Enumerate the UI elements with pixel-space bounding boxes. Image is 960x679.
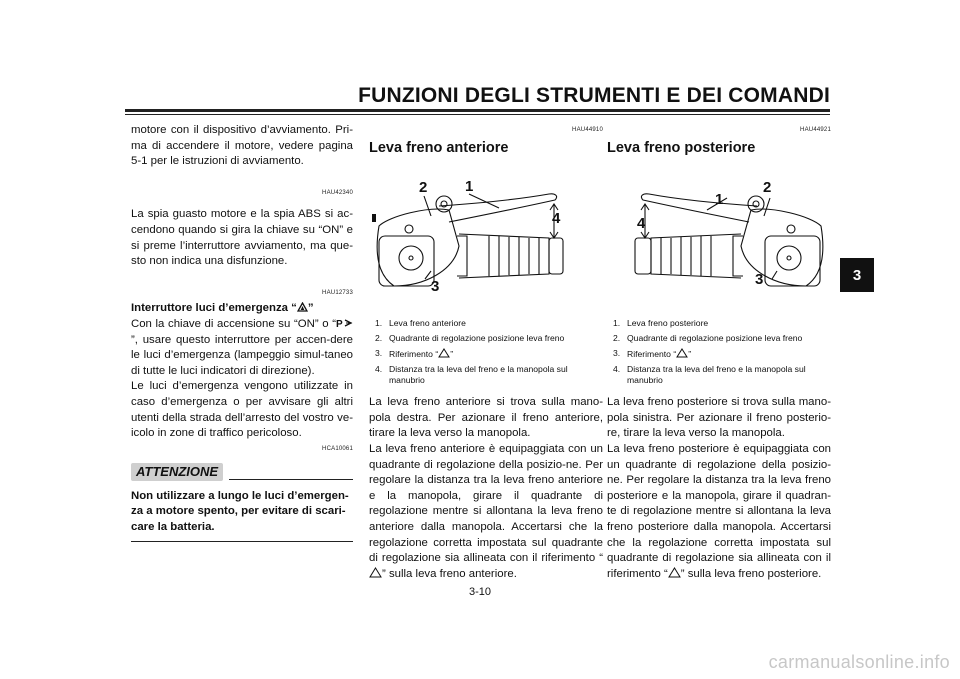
header-rule	[125, 109, 830, 112]
figure-captions	[607, 318, 831, 386]
figure-label-4: 4	[637, 215, 646, 233]
section-code: HAU12733	[322, 289, 353, 296]
page-number: 3-10	[468, 586, 492, 598]
warning-text: Non utilizzare a lungo le luci d’emergen-za a motore spento, per evitare di scari-care la batteria.	[131, 489, 349, 534]
left-column	[131, 123, 353, 542]
hazard-paragraph-1	[131, 317, 353, 379]
figure-label-1: 1	[715, 191, 724, 209]
svg-text:P: P	[336, 318, 343, 328]
rear-brake-adjust: La leva freno posteriore è equipaggiata con un quadrante di regolazione della posizio-ne. Per regolare la distanza tra la leva freno posteriore e la manopola, girare il quadran-te di regolazione mentre si allontana la leva freno posteriore dalla manopola. Accertarsi che la regolazione corretta impostata sul quadrante di regolazione sia allineata con il riferimento “ ” sulla leva freno posteriore.	[607, 442, 831, 580]
section-code: HCA10061	[322, 445, 353, 452]
hazard-text-a: Con la chiave di accensione su “ON” o “	[131, 317, 336, 330]
reference-mark-icon	[668, 567, 681, 578]
hazard-paragraph-2: Le luci d’emergenza vengono utilizzate in caso d’emergenza o per avvisare gli altri utenti della strada dell’arresto del vostro ve-icolo in zone di traffico pericoloso.	[131, 380, 353, 440]
header-rule-thin	[125, 114, 830, 115]
middle-column	[369, 123, 603, 582]
right-column	[607, 123, 831, 582]
figure-captions	[369, 318, 603, 386]
figure-label-1: 1	[465, 178, 474, 196]
front-brake-figure	[369, 176, 601, 306]
hazard-heading-text: Interruttore luci d’emergenza “	[131, 302, 297, 315]
page-header-title: FUNZIONI DEGLI STRUMENTI E DEI COMANDI	[358, 84, 830, 107]
hazard-heading	[131, 301, 353, 317]
figure-label-2: 2	[763, 179, 772, 197]
warning-label-row	[131, 457, 353, 481]
caption-item: 3. Riferimento “ ”	[375, 348, 454, 360]
section-code: HAU44921	[800, 127, 831, 133]
abs-paragraph: La spia guasto motore e la spia ABS si ac-cendono quando si gira la chiave su “ON” e si preme l’interruttore avviamento, ma que-sto non indica una disfunzione.	[131, 208, 353, 268]
hazard-heading-close: ”	[307, 302, 314, 315]
reference-mark-icon	[369, 567, 382, 578]
front-brake-intro: La leva freno anteriore si trova sulla mano-pola destra. Per azionare il freno anteriore, tirare la leva verso la manopola.	[369, 396, 603, 440]
section-title: Leva freno anteriore	[369, 139, 509, 156]
figure-label-2: 2	[419, 179, 428, 197]
rear-brake-figure	[607, 176, 831, 306]
warning-bottom-rule	[131, 541, 353, 542]
section-code: HAU42340	[322, 189, 353, 196]
caption-item: 1. Leva freno posteriore	[613, 318, 709, 329]
watermark: carmanualsonline.info	[768, 652, 950, 672]
caption-item: 3. Riferimento “ ”	[613, 348, 692, 360]
reference-mark-icon	[438, 348, 450, 358]
caption-item: 4. Distanza tra la leva del freno e la manopola sul manubrio	[613, 364, 806, 386]
rear-brake-intro: La leva freno posteriore si trova sulla mano-pola sinistra. Per azionare il freno posterio-re, tirare la leva verso la manopola.	[607, 396, 831, 440]
parking-lock-icon	[336, 318, 353, 328]
reference-mark-icon	[676, 348, 688, 358]
caption-item: 1. Leva freno anteriore	[375, 318, 466, 329]
section-title: Leva freno posteriore	[607, 139, 756, 156]
hazard-text-b: ”, usare questo interruttore per accen-dere le luci d’emergenza (lampeggio simul-taneo di tutte le luci indicatori di direzione).	[131, 333, 353, 377]
caption-item: 2. Quadrante di regolazione posizione leva freno	[375, 333, 565, 344]
warning-label: ATTENZIONE	[131, 463, 223, 481]
front-brake-adjust: La leva freno anteriore è equipaggiata con un quadrante di regolazione della posizio-ne. Per regolare la distanza tra la leva freno anteriore e la manopola, girare il quadrante di regolazione mentre si allontana la leva freno anteriore dalla manopola. Accertarsi che la regolazione corretta impostata sul quadrante di regolazione sia allineata con il riferimento “” sulla leva freno anteriore.	[369, 442, 603, 580]
section-code: HAU44910	[572, 127, 603, 133]
caption-item: 4. Distanza tra la leva del freno e la manopola sul manubrio	[375, 364, 568, 386]
caption-item: 2. Quadrante di regolazione posizione leva freno	[613, 333, 803, 344]
intro-paragraph: motore con il dispositivo d’avviamento. Pri-ma di accendere il motore, vedere pagina 5-1 per le istruzioni di avviamento.	[131, 124, 353, 168]
chapter-tab[interactable]: 3	[840, 258, 874, 292]
warning-triangle-icon	[297, 302, 308, 312]
figure-label-4: 4	[552, 210, 561, 228]
warning-rule	[229, 479, 353, 480]
front-brake-illustration	[369, 176, 601, 306]
figure-label-3: 3	[755, 271, 764, 289]
figure-label-3: 3	[431, 278, 440, 296]
